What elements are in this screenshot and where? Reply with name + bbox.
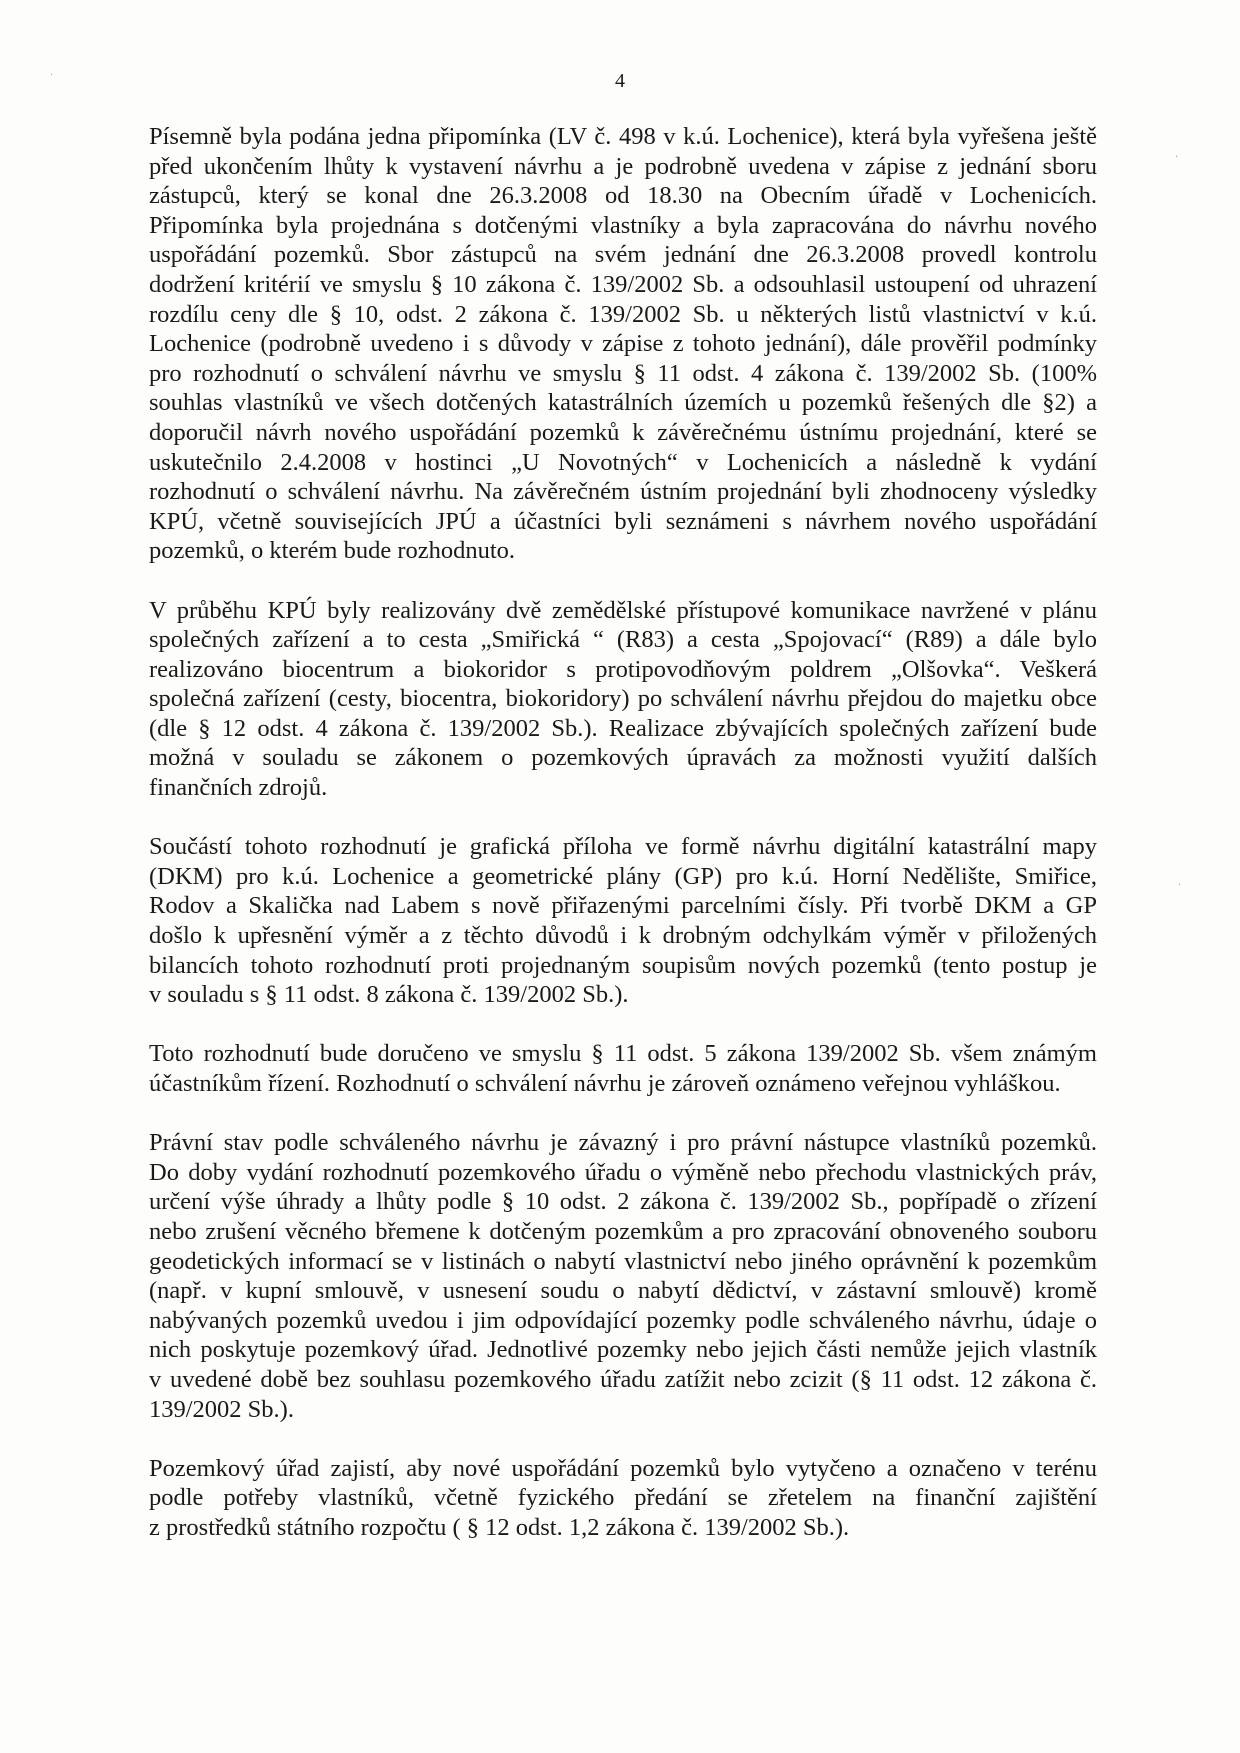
- text-line: Právní stav podle schváleného návrhu je závazný i pro právní nástupce vlastníků pozemků.: [149, 1129, 1097, 1157]
- text-line: Toto rozhodnutí bude doručeno ve smyslu § 11 odst. 5 zákona 139/2002 Sb. všem známým: [149, 1040, 1097, 1068]
- text-line: 139/2002 Sb.).: [149, 1395, 294, 1423]
- document-body: [149, 122, 1097, 1572]
- text-line: v souladu s § 11 odst. 8 zákona č. 139/2002 Sb.).: [149, 981, 629, 1009]
- text-line: společných zařízení a to cesta „Smiřická “ (R83) a cesta „Spojovací“ (R89) a dále bylo: [149, 626, 1097, 654]
- text-line: nabývaných pozemků uvedou i jim odpovídající pozemky podle schváleného návrhu, údaje o: [149, 1306, 1097, 1334]
- text-line: nich poskytuje pozemkový úřad. Jednotlivé pozemky nebo jejich části nemůže jejich vlastník: [149, 1336, 1097, 1364]
- text-line: bilancích tohoto rozhodnutí proti projednaným soupisům nových pozemků (tento postup je: [149, 951, 1097, 979]
- text-line: pozemků, o kterém bude rozhodnuto.: [149, 537, 516, 565]
- text-line: Připomínka byla projednána s dotčenými vlastníky a byla zapracována do návrhu nového: [149, 211, 1097, 239]
- text-line: rozhodnutí o schválení návrhu. Na závěrečném ústním projednání byli zhodnoceny výsledky: [149, 478, 1097, 506]
- text-line: uskutečnilo 2.4.2008 v hostinci „U Novotných“ v Lochenicích a následně k vydání: [149, 448, 1097, 476]
- scan-speck: ·: [1175, 152, 1179, 163]
- text-line: účastníkům řízení. Rozhodnutí o schválení návrhu je zároveň oznámeno veřejnou vyhláškou.: [149, 1070, 1061, 1097]
- text-line: finančních zdrojů.: [149, 774, 328, 802]
- text-line: podle potřeby vlastníků, včetně fyzického předání se zřetelem na finanční zajištění: [149, 1484, 1097, 1512]
- text-line: možná v souladu se zákonem o pozemkových úpravách za možnosti využití dalších: [149, 744, 1097, 772]
- text-line: (DKM) pro k.ú. Lochenice a geometrické plány (GP) pro k.ú. Horní Nedělište, Smiřice,: [149, 862, 1097, 890]
- text-line: došlo k upřesnění výměr a z těchto důvodů i k drobným odchylkám výměr v přiložených: [149, 922, 1097, 950]
- text-line: z prostředků státního rozpočtu ( § 12 odst. 1,2 zákona č. 139/2002 Sb.).: [149, 1513, 850, 1541]
- text-line: realizováno biocentrum a biokoridor s protipovodňovým poldrem „Olšovka“. Veškerá: [149, 655, 1097, 683]
- text-line: pro rozhodnutí o schválení návrhu ve smyslu § 11 odst. 4 zákona č. 139/2002 Sb. (100%: [149, 359, 1097, 387]
- text-line: souhlas vlastníků ve všech dotčených katastrálních územích u pozemků řešených dle §2) a: [149, 389, 1097, 417]
- text-line: určení výše úhrady a lhůty podle § 10 odst. 2 zákona č. 139/2002 Sb., popřípadě o zřízení: [149, 1188, 1097, 1216]
- paragraph-delivery: [149, 1039, 1097, 1098]
- paragraph-staking-out: [149, 1454, 1097, 1543]
- paragraph-common-facilities: [149, 596, 1097, 803]
- text-line: zástupců, který se konal dne 26.3.2008 od 18.30 na Obecním úřadě v Lochenicích.: [149, 182, 1097, 210]
- text-line: společná zařízení (cesty, biocentra, biokoridory) po schválení návrhu přejdou do majetku obce: [149, 685, 1097, 713]
- paragraph-objection: [149, 122, 1097, 566]
- text-line: rozdílu ceny dle § 10, odst. 2 zákona č. 139/2002 Sb. u některých listů vlastnictví v k.ú.: [149, 300, 1097, 328]
- text-line: Lochenice (podrobně uvedeno i s důvody v zápise z tohoto jednání), dále prověřil podmínky: [149, 330, 1097, 358]
- text-line: geodetických informací se v listinách o nabytí vlastnictví nebo jiného oprávnění k pozemkům: [149, 1247, 1097, 1275]
- scan-speck: ·: [1178, 880, 1182, 891]
- scan-speck: ·: [50, 70, 54, 81]
- page-number: 4: [615, 70, 625, 92]
- text-line: Pozemkový úřad zajistí, aby nové uspořádání pozemků bylo vytyčeno a označeno v terénu: [149, 1454, 1097, 1482]
- text-line: Do doby vydání rozhodnutí pozemkového úřadu o výměně nebo přechodu vlastnických práv,: [149, 1158, 1097, 1186]
- text-line: nebo zrušení věcného břemene k dotčeným pozemkům a pro zpracování obnoveného souboru: [149, 1217, 1097, 1245]
- text-line: Součástí tohoto rozhodnutí je grafická příloha ve formě návrhu digitální katastrální mapy: [149, 833, 1097, 861]
- text-line: v uvedené době bez souhlasu pozemkového úřadu zatížit nebo zcizit (§ 11 odst. 12 zákona č.: [149, 1365, 1097, 1393]
- text-line: uspořádání pozemků. Sbor zástupců na svém jednání dne 26.3.2008 provedl kontrolu: [149, 241, 1097, 269]
- paragraph-graphic-annex: [149, 832, 1097, 1010]
- text-line: před ukončením lhůty k vystavení návrhu a je podrobně uvedena v zápise z jednání sboru: [149, 152, 1097, 180]
- text-line: Rodov a Skalička nad Labem s nově přiřazenými parcelními čísly. Při tvorbě DKM a GP: [149, 892, 1097, 920]
- text-line: (např. v kupní smlouvě, v usnesení soudu o nabytí dědictví, v zástavní smlouvě) kromě: [149, 1277, 1097, 1305]
- text-line: KPÚ, včetně souvisejících JPÚ a účastníci byli seznámeni s návrhem nového uspořádání: [149, 507, 1097, 535]
- text-line: (dle § 12 odst. 4 zákona č. 139/2002 Sb.). Realizace zbývajících společných zařízení bude: [149, 714, 1097, 742]
- text-line: V průběhu KPÚ byly realizovány dvě zemědělské přístupové komunikace navržené v plánu: [149, 596, 1097, 624]
- text-line: Písemně byla podána jedna připomínka (LV č. 498 v k.ú. Lochenice), která byla vyřešena ještě: [149, 123, 1097, 150]
- text-line: doporučil návrh nového uspořádání pozemků k závěrečnému ústnímu projednání, které se: [149, 418, 1097, 446]
- paragraph-legal-status: [149, 1128, 1097, 1424]
- text-line: dodržení kritérií ve smyslu § 10 zákona č. 139/2002 Sb. a odsouhlasil ustoupení od uhrazení: [149, 270, 1097, 298]
